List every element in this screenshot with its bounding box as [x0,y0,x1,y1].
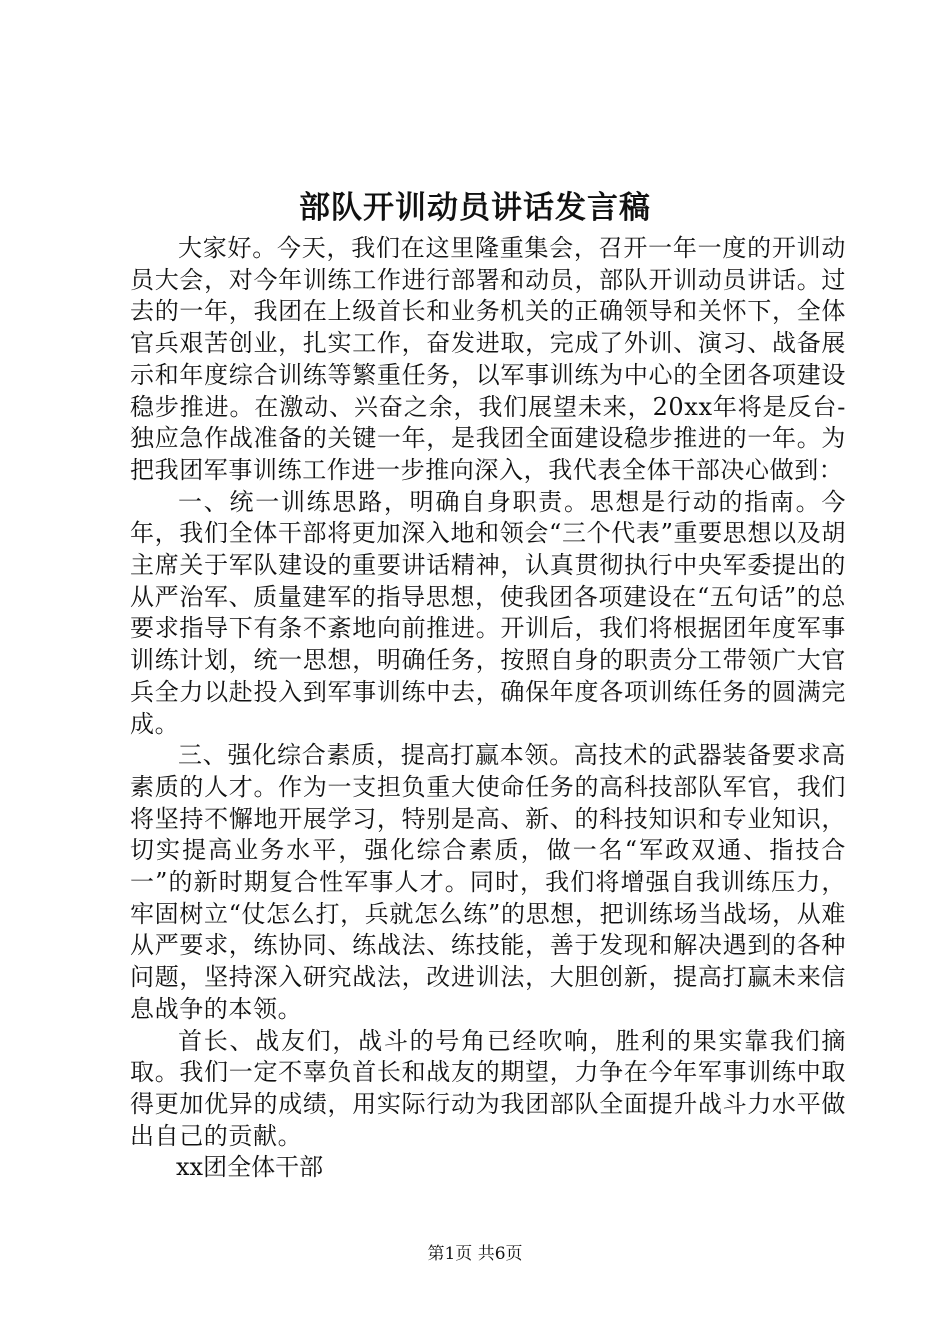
paragraph-point-one: 一、统一训练思路，明确自身职责。思想是行动的指南。今年，我们全体干部将更加深入地和领会“三个代表”重要思想以及胡主席关于军队建设的重要讲话精神，认真贯彻执行中央军委提出的从严治军、质量建军的指导思想，使我团各项建设在“五句话”的总要求指导下有条不紊地向前推进。开训后，我们将根据团年度军事训练计划，统一思想，明确任务，按照自身的职责分工带领广大官兵全力以赴投入到军事训练中去，确保年度各项训练任务的圆满完成。 [130,487,846,738]
paragraph-closing: 首长、战友们，战斗的号角已经吹响，胜利的果实靠我们摘取。我们一定不辜负首长和战友的期望，力争在今年军事训练中取得更加优异的成绩，用实际行动为我团部队全面提升战斗力水平做出自己的贡献。 [130,1026,846,1150]
signature: xx团全体干部 [176,1153,324,1182]
paragraph-intro: 大家好。今天，我们在这里隆重集会，召开一年一度的开训动员大会，对今年训练工作进行部署和动员，部队开训动员讲话。过去的一年，我团在上级首长和业务机关的正确领导和关怀下，全体官兵艰苦创业，扎实工作，奋发进取，完成了外训、演习、战备展示和年度综合训练等繁重任务，以军事训练为中心的全团各项建设稳步推进。在激动、兴奋之余，我们展望未来，20xx年将是反台-独应急作战准备的关键一年，是我团全面建设稳步推进的一年。为把我团军事训练工作进一步推向深入，我代表全体干部决心做到： [130,234,846,484]
document-body [130,233,846,1184]
page-number-footer: 第1页 共6页 [427,1244,523,1264]
paragraph-point-three: 三、强化综合素质，提高打赢本领。高技术的武器装备要求高素质的人才。作为一支担负重大使命任务的高科技部队军官，我们将坚持不懈地开展学习，特别是高、新、的科技知识和专业知识，切实提高业务水平，强化综合素质，做一名“军政双通、指技合一”的新时期复合性军事人才。同时，我们将增强自我训练压力，牢固树立“仗怎么打，兵就怎么练”的思想，把训练场当战场，从难从严要求，练协同、练战法、练技能，善于发现和解决遇到的各种问题，坚持深入研究战法，改进训法，大胆创新，提高打赢未来信息战争的本领。 [130,741,846,1023]
document-title: 部队开训动员讲话发言稿 [299,190,651,226]
